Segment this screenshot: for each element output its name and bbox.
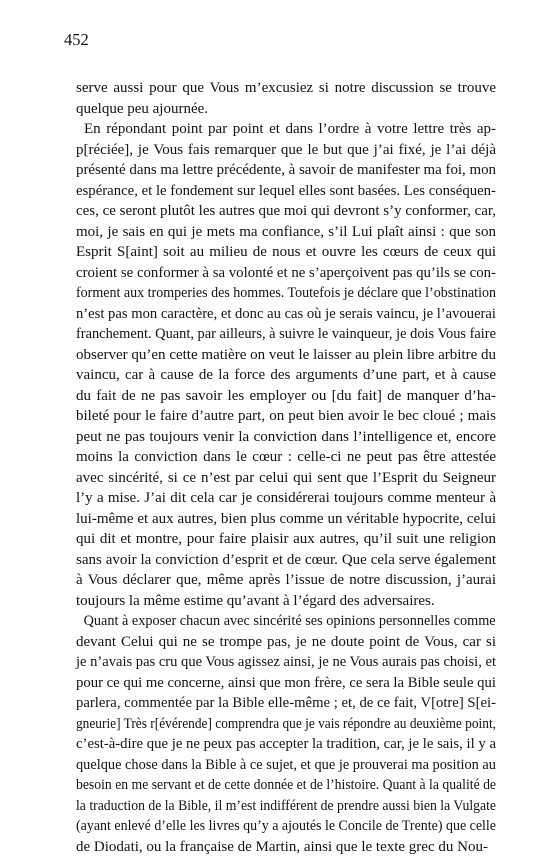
text-line: quelque peu ajournée. [76,99,496,120]
text-line: p[réciée], je Vous fais remarquer que le but que j’ai fixé, je l’ai déjà [76,140,496,161]
text-line: présenté dans ma lettre précédente, à savoir de manifester ma foi, mon [76,160,496,181]
text-line: observer qu’en cette matière on veut le laisser au plein libre arbitre du [76,345,496,366]
text-line: bileté pour le faire d’autre part, on peut bien avoir le bec cloué ; mais [76,406,496,427]
text-line: du fait de ne pas savoir les employer ou [du fait] de manquer d’ha- [76,386,496,407]
text-line: parlera, commentée par la Bible elle-même ; et, de ce fait, V[otre] S[ei- [76,693,496,714]
text-line: la traduction de la Bible, il m’est indifférent de prendre aussi bien la Vulgate [76,796,496,817]
text-line: pour ce qui me concerne, ainsi que mon frère, ce sera la Bible seule qui [76,673,496,694]
text-line: c’est-à-dire que je ne peux pas accepter la tradition, car, je le sais, il y a [76,734,496,755]
text-line: lui-même et aux autres, bien plus comme un véritable hypocrite, celui [76,509,496,530]
paragraph-1 [76,78,496,119]
text-line: serve aussi pour que Vous m’excusiez si notre discussion se trouve [76,78,496,99]
text-line: vaincu, car à cause de la force des arguments d’une part, et à cause [76,365,496,386]
body-text [76,78,496,857]
text-line: n’est pas mon caractère, et donc au cas où je serais vaincu, je l’avouerai [76,304,496,325]
text-line: quelque chose dans la Bible à ce sujet, et que je prouverai ma position au [76,755,496,776]
text-line: qui dit et montre, pour faire plaisir aux autres, qu’il suit une religion [76,529,496,550]
text-line: à Vous déclarer que, même après l’issue de notre discussion, j’aurai [76,570,496,591]
text-line: forment aux tromperies des hommes. Toutefois je déclare que l’obstination [76,283,496,304]
text-line: je n’avais pas cru que Vous agissez ainsi, je ne Vous aurais pas choisi, et [76,652,496,673]
text-line: croient se conformer à sa volonté et ne s’aperçoivent pas qu’ils se con- [76,263,496,284]
paragraph-2 [76,119,496,611]
text-line: devant Celui qui ne se trompe pas, je ne doute point de Vous, car si [76,632,496,653]
text-line: (ayant enlevé d’elle les livres qu’y a ajoutés le Concile de Trente) que celle [76,816,496,837]
text-line: Quant à exposer chacun avec sincérité ses opinions personnelles comme [76,611,496,632]
text-line: ces, ce seront plutôt les autres que moi qui devront s’y conformer, car, [76,201,496,222]
text-line: avec sincérité, si ce n’est par celui qui sent que l’Esprit du Seigneur [76,468,496,489]
text-line: moi, je sais en qui je mets ma confiance, s’il Lui plaît ainsi : que son [76,222,496,243]
text-line: Esprit S[aint] soit au milieu de nous et ouvre les cœurs de ceux qui [76,242,496,263]
paragraph-3 [76,611,496,857]
text-line: peut ne pas toujours venir la conviction dans l’intelligence et, encore [76,427,496,448]
text-line: de Diodati, ou la française de Martin, ainsi que le texte grec du Nou- [76,837,496,857]
text-line: l’y a mise. J’ai dit cela car je considérerai toujours comme menteur à [76,488,496,509]
text-line: espérance, et le fondement sur lequel elles sont basées. Les conséquen- [76,181,496,202]
page-number: 452 [64,30,89,50]
text-line: En répondant point par point et dans l’ordre à votre lettre très ap- [76,119,496,140]
text-line: sans avoir la conviction d’esprit et de cœur. Que cela serve également [76,550,496,571]
text-line: toujours la même estime qu’avant à l’égard des adversaires. [76,591,496,612]
text-line: franchement. Quant, par ailleurs, à suivre le vainqueur, je dois Vous faire [76,324,496,345]
text-line: moins la conviction dans le cœur : celle-ci ne peut pas être attestée [76,447,496,468]
text-line: besoin en me servant et de cette donnée et de l’histoire. Quant à la qualité de [76,775,496,796]
text-line: gneurie] Très r[évérende] comprendra que je vais répondre au deuxième point, [76,714,496,735]
